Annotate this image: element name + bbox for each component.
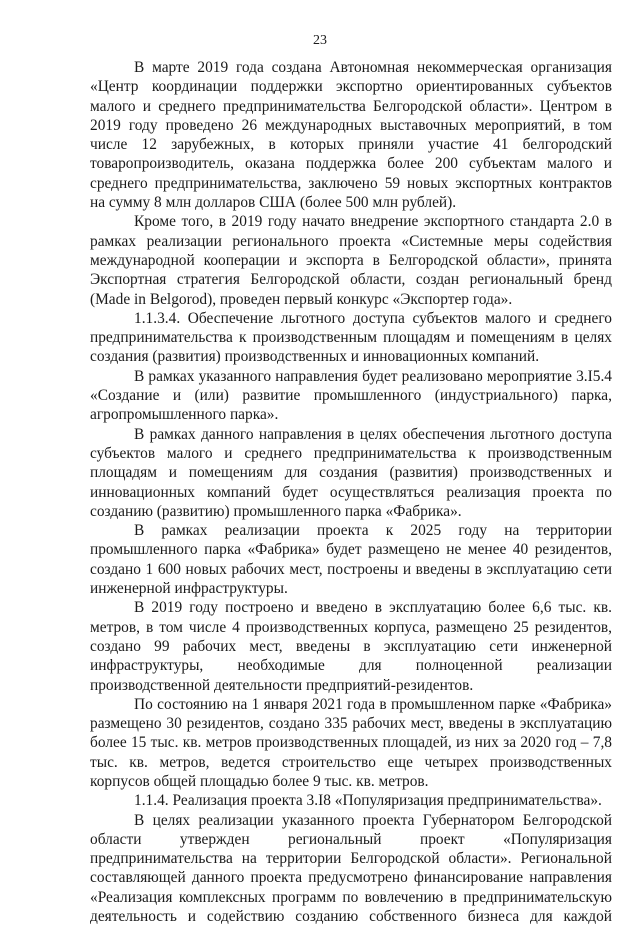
page-number: 23 (313, 33, 327, 48)
paragraph-preferential-access: В рамках данного направления в целях обеспечения льготного доступа субъектов малого и среднего предпринимательства к производственным площадям и помещениям для создания (развития) производственных и инновационных компаний будет осуществляться реализация проекта по созданию (развитию) промышленного парка «Фабрика». (90, 425, 612, 520)
paragraph-fabrika-2019: В 2019 году построено и введено в эксплуатацию более 6,6 тыс. кв. метров, в том числе 4 производственных корпуса, размещено 25 резидентов, создано 99 рабочих мест, введены в эксплуатацию сети инженерной инфраструктуры, необходимые для полноценной реализации производственной деятельности предприятий-резидентов. (90, 599, 612, 694)
paragraph-fabrika-2025: В рамках реализации проекта к 2025 году на территории промышленного парка «Фабрика» будет размещено не менее 40 резидентов, создано 1 600 новых рабочих мест, построены и введены в эксплуатацию сети инженерной инфраструктуры. (90, 522, 612, 598)
paragraph-section-1-1-3-4: 1.1.3.4. Обеспечение льготного доступа субъектов малого и среднего предпринимательства к производственным площадям и помещениям в целях создания (развития) производственных и инновационных компаний. (90, 309, 612, 366)
paragraph-measure-3-i5-4: В рамках указанного направления будет реализовано мероприятие 3.I5.4 «Создание и (или) развитие промышленного (индустриального) парка, агропромышленного парка». (90, 367, 612, 424)
paragraph-fabrika-2021: По состоянию на 1 января 2021 года в промышленном парке «Фабрика» размещено 30 резидентов, создано 335 рабочих мест, введены в эксплуатацию более 15 тыс. кв. метров производственных площадей, из них за 2020 год – 7,8 тыс. кв. метров, ведется строительство еще четырех производственных корпусов общей площадью более 9 тыс. кв. метров. (90, 695, 612, 790)
document-body (90, 58, 612, 926)
paragraph-popularization-project: В целях реализации указанного проекта Губернатором Белгородской области утвержден региональный проект «Популяризация предпринимательства на территории Белгородской области». Региональной составляющей данного проекта предусмотрено финансирование направления «Реализация комплексных программ по вовлечению в предпринимательскую деятельность и содействию созданию собственного бизнеса для каждой (90, 811, 612, 926)
paragraph-section-1-1-4: 1.1.4. Реализация проекта 3.I8 «Популяризация предпринимательства». (134, 792, 602, 810)
paragraph-export-center: В марте 2019 года создана Автономная некоммерческая организация «Центр координации поддержки экспортно ориентированных субъектов малого и среднего предпринимательства Белгородской области». Центром в 2019 году проведено 26 международных выставочных мероприятий, в том числе 12 зарубежных, в которых приняли участие 41 белгородский товаропроизводитель, оказана поддержка более 200 субъектам малого и среднего предпринимательства, заключено 59 новых экспортных контрактов на сумму 8 млн долларов США (более 500 млн рублей). (90, 59, 612, 212)
paragraph-export-standard: Кроме того, в 2019 году начато внедрение экспортного стандарта 2.0 в рамках реализации регионального проекта «Системные меры содействия международной кооперации и экспорта в Белгородской области», принята Экспортная стратегия Белгородской области, создан региональный бренд (Made in Belgorod), проведен первый конкурс «Экспортер года». (90, 213, 612, 308)
